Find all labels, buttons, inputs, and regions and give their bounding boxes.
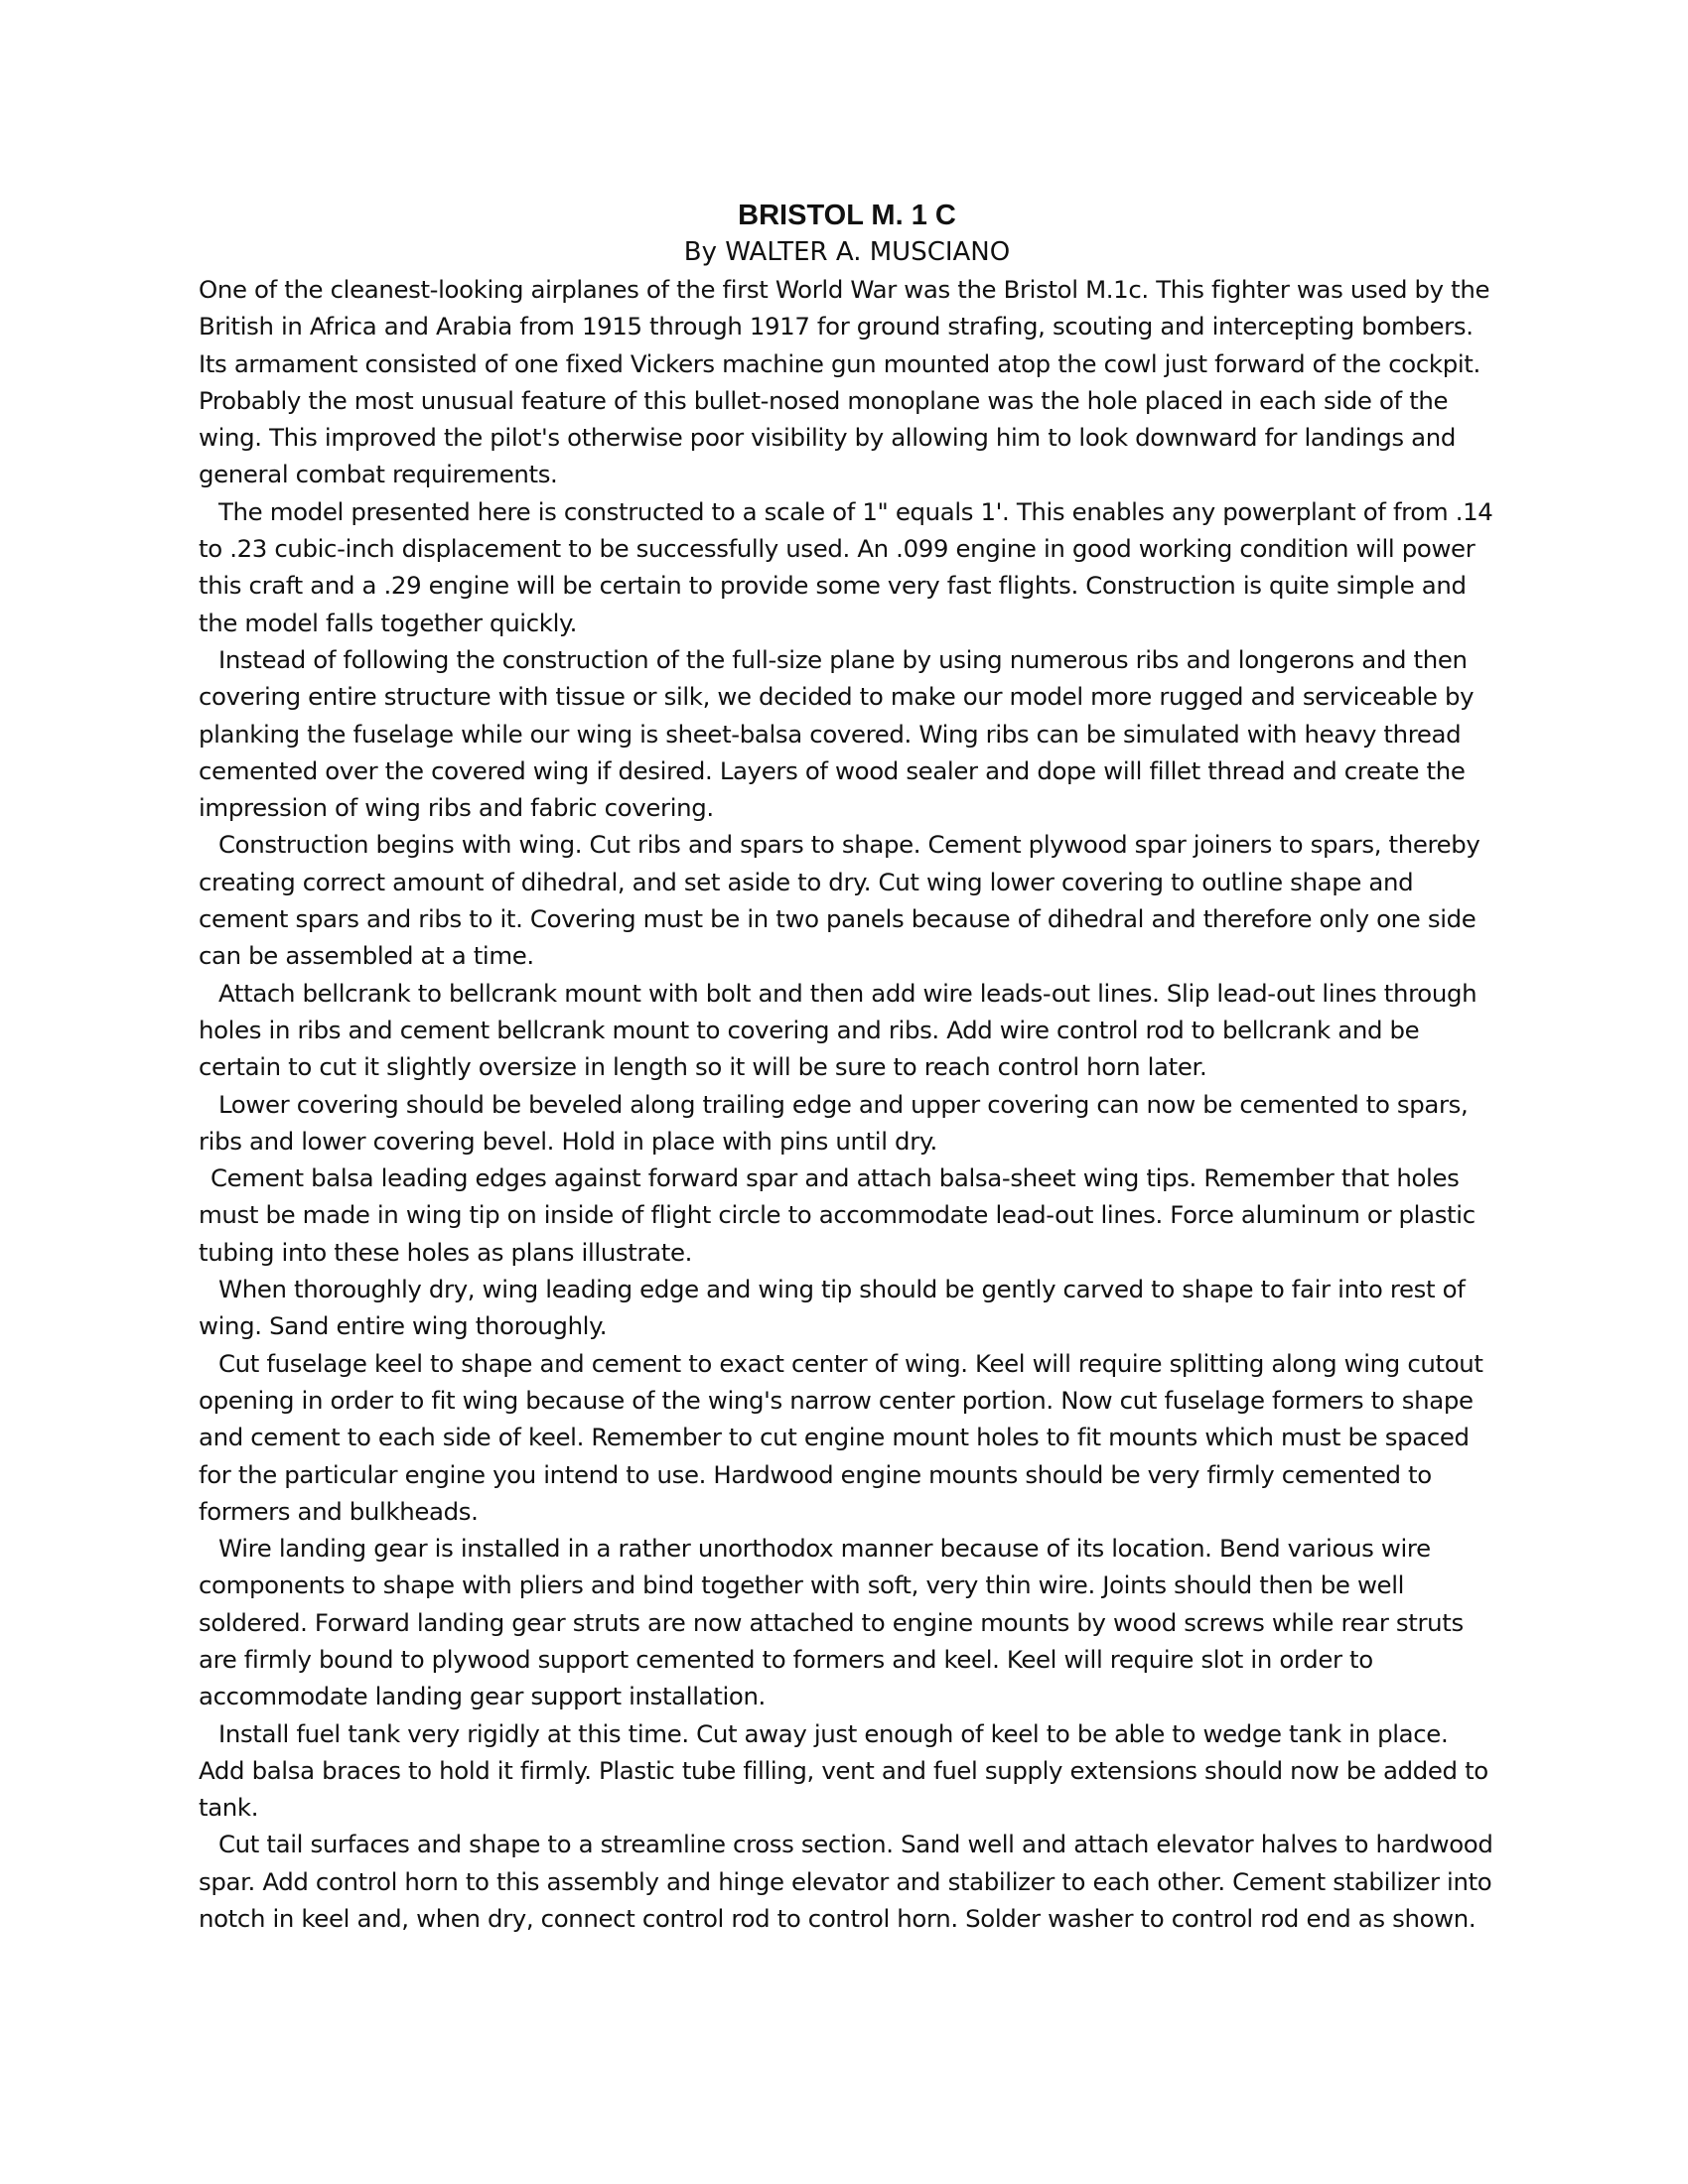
paragraph-1: One of the cleanest-looking airplanes of the first World War was the Bristol M.1c. This fighter was used by the British in Africa and Arabia from 1915 through 1917 for ground strafing, scouting and intercepting bombers. Its armament consisted of one fixed Vickers machine gun mounted atop the cowl just forward of the cockpit. Probably the most unusual feature of this bullet-nosed monoplane was the hole placed in each side of the wing. This improved the pilot's otherwise poor visibility by allowing him to look downward for landings and general combat requirements. (199, 275, 1490, 489)
paragraph-4: Construction begins with wing. Cut ribs and spars to shape. Cement plywood spar joiners to spars, thereby creating correct amount of dihedral, and set aside to dry. Cut wing lower covering to outline shape and cement spars and ribs to it. Covering must be in two panels because of dihedral and therefore only one side can be assembled at a time. (199, 830, 1480, 971)
paragraph-3: Instead of following the construction of the full-size plane by using numerous ribs and longerons and then covering entire structure with tissue or silk, we decided to make our model more rugged and serviceable by planking the fuselage while our wing is sheet-balsa covered. Wing ribs can be simulated with heavy thread cemented over the covered wing if desired. Layers of wood sealer and dope will fillet thread and create the impression of wing ribs and fabric covering. (199, 644, 1475, 823)
paragraph-12: Cut tail surfaces and shape to a streamline cross section. Sand well and attach elevator halves to hardwood spar. Add control horn to this assembly and hinge elevator and stabilizer to each other. Cement stabilizer into notch in keel and, when dry, connect control rod to control horn. Solder washer to control rod end as shown. (199, 1830, 1493, 1934)
article-body (199, 271, 1495, 1937)
paragraph-10: Wire landing gear is installed in a rather unorthodox manner because of its location. Bend various wire components to shape with pliers and bind together with soft, very thin wire. Joints should then be well soldered. Forward landing gear struts are now attached to engine mounts by wood screws while rear struts are firmly bound to plywood support cemented to formers and keel. Keel will require slot in order to accommodate landing gear support installation. (199, 1534, 1464, 1711)
paragraph-6: Lower covering should be beveled along trailing edge and upper covering can now be cemented to spars, ribs and lower covering bevel. Hold in place with pins until dry. (199, 1089, 1469, 1156)
paragraph-7: Cement balsa leading edges against forward spar and attach balsa-sheet wing tips. Remember that holes must be made in wing tip on inside of flight circle to accommodate lead-out lines. Force aluminum or plastic tubing into these holes as plans illustrate. (199, 1163, 1476, 1267)
paragraph-8: When thoroughly dry, wing leading edge and wing tip should be gently carved to shape to fair into rest of wing. Sand entire wing thoroughly. (199, 1275, 1466, 1341)
paragraph-9: Cut fuselage keel to shape and cement to exact center of wing. Keel will require splitting along wing cutout opening in order to fit wing because of the wing's narrow center portion. Now cut fuselage formers to shape and cement to each side of keel. Remember to cut engine mount holes to fit mounts which must be spaced for the particular engine you intend to use. Hardwood engine mounts should be very firmly cemented to formers and bulkheads. (199, 1348, 1483, 1526)
paragraph-11: Install fuel tank very rigidly at this time. Cut away just enough of keel to be able to wedge tank in place. Add balsa braces to hold it firmly. Plastic tube filling, vent and fuel supply extensions should now be added to tank. (199, 1718, 1488, 1823)
article-title: BRISTOL M. 1 C (738, 200, 956, 231)
paragraph-2: The model presented here is constructed to a scale of 1" equals 1'. This enables any powerplant of from .14 to .23 cubic-inch displacement to be successfully used. An .099 engine in good working condition will power this craft and a .29 engine will be certain to provide some very fast flights. Construction is quite simple and the model falls together quickly. (199, 496, 1493, 637)
article-byline: By WALTER A. MUSCIANO (683, 237, 1011, 267)
document-page (199, 197, 1495, 1937)
paragraph-5: Attach bellcrank to bellcrank mount with bolt and then add wire leads-out lines. Slip lead-out lines through holes in ribs and cement bellcrank mount to covering and ribs. Add wire control rod to bellcrank and be certain to cut it slightly oversize in length so it will be sure to reach control horn later. (199, 978, 1477, 1082)
